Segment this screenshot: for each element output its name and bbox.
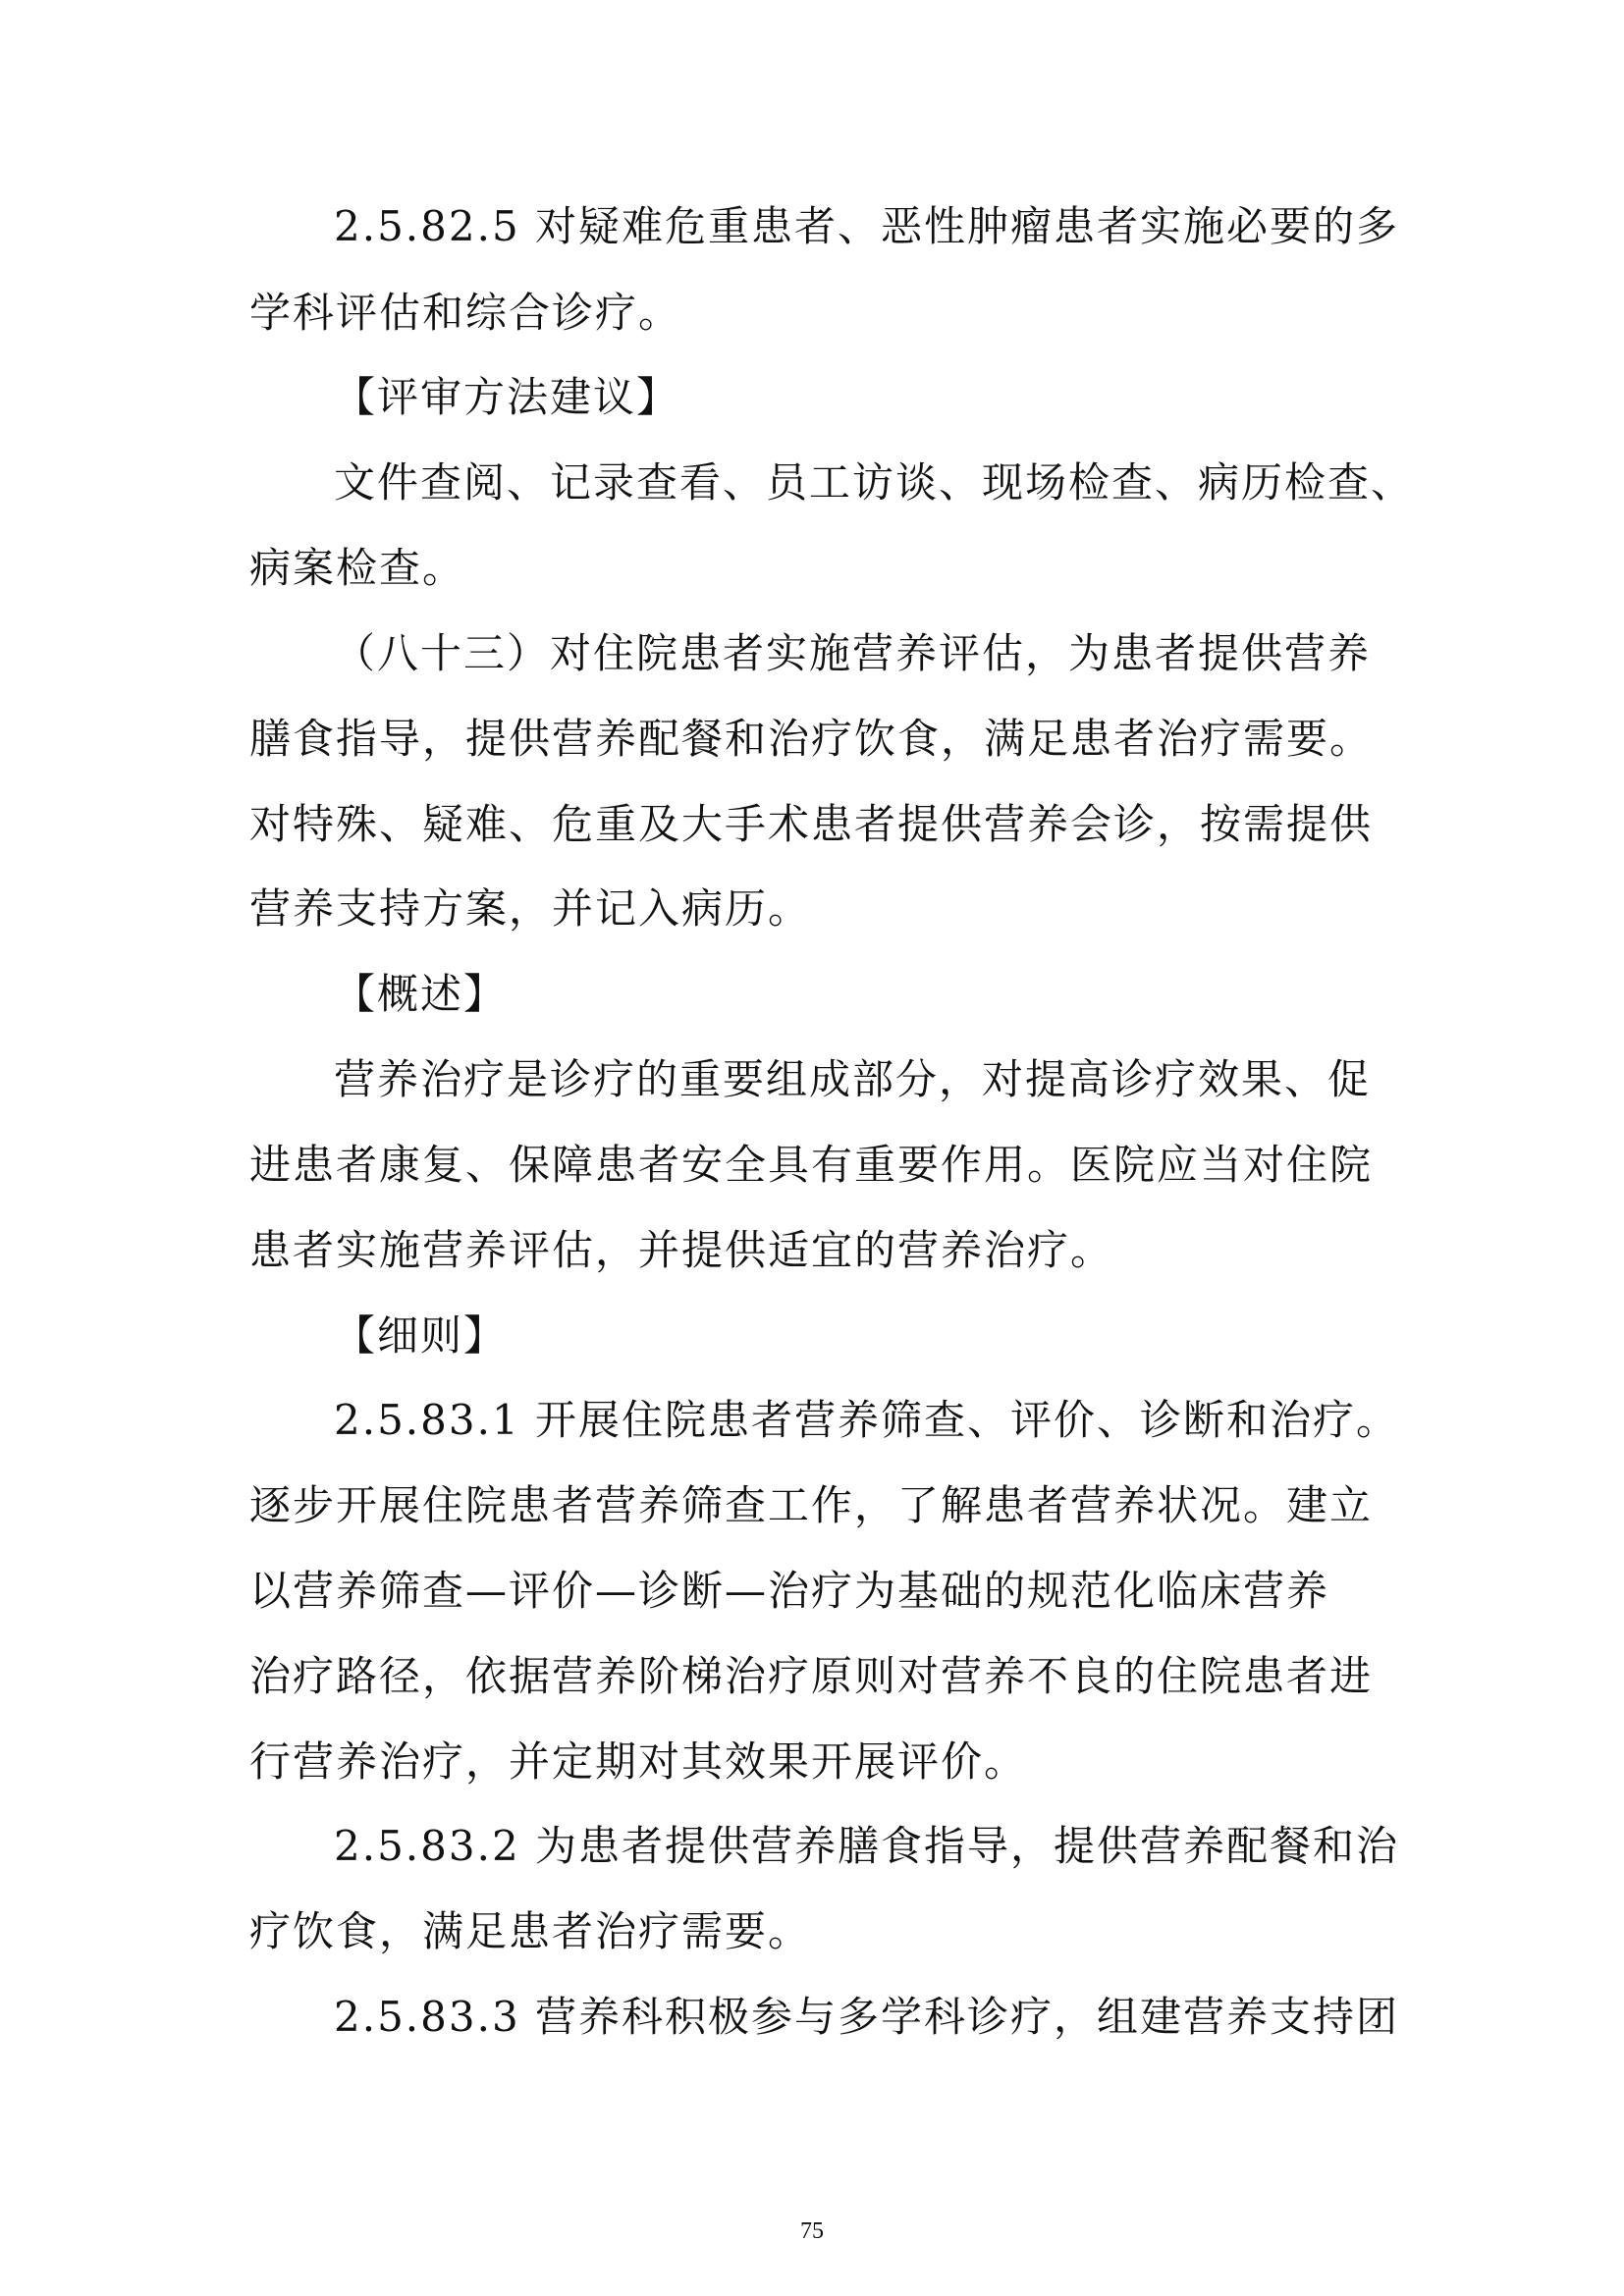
- text-line-item-2-5-83-3: 2.5.83.3 营养科积极参与多学科诊疗，组建营养支持团: [334, 1993, 1400, 2041]
- text-line-section-83: （八十三）对住院患者实施营养评估，为患者提供营养: [334, 629, 1372, 677]
- text-line-item-2-5-82-5-cont: 学科评估和综合诊疗。: [249, 289, 682, 337]
- heading-review-method: 【评审方法建议】: [334, 373, 680, 421]
- text-line-review-method: 文件查阅、记录查看、员工访谈、现场检查、病历检查、: [334, 458, 1415, 507]
- text-line-item-2-5-83-1: 2.5.83.1 开展住院患者营养筛查、评价、诊断和治疗。: [334, 1396, 1400, 1444]
- text-line-overview-1: 营养治疗是诊疗的重要组成部分，对提高诊疗效果、促: [334, 1055, 1372, 1103]
- text-line-section-83-cont-3: 营养支持方案，并记入病历。: [249, 884, 812, 933]
- text-line-item-2-5-82-5: 2.5.82.5 对疑难危重患者、恶性肿瘤患者实施必要的多: [334, 202, 1400, 250]
- text-line-item-2-5-83-1-cont-3: 治疗路径，依据营养阶梯治疗原则对营养不良的住院患者进: [249, 1652, 1374, 1700]
- text-line-item-2-5-83-2: 2.5.83.2 为患者提供营养膳食指导，提供营养配餐和治: [334, 1822, 1400, 1870]
- text-line-section-83-cont-1: 膳食指导，提供营养配餐和治疗饮食，满足患者治疗需要。: [249, 715, 1374, 763]
- heading-details: 【细则】: [334, 1311, 508, 1360]
- heading-overview: 【概述】: [334, 970, 508, 1018]
- text-line-item-2-5-83-1-cont-1: 逐步开展住院患者营养筛查工作，了解患者营养状况。建立: [249, 1481, 1374, 1529]
- text-line-item-2-5-83-1-cont-4: 行营养治疗，并定期对其效果开展评价。: [249, 1737, 1028, 1786]
- text-line-overview-2: 进患者康复、保障患者安全具有重要作用。医院应当对住院: [249, 1141, 1374, 1189]
- page-number: 75: [800, 2218, 824, 2244]
- text-line-review-method-cont: 病案检查。: [249, 544, 466, 592]
- text-line-section-83-cont-2: 对特殊、疑难、危重及大手术患者提供营养会诊，按需提供: [249, 800, 1374, 848]
- text-line-item-2-5-83-1-cont-2: 以营养筛查—评价—诊断—治疗为基础的规范化临床营养: [249, 1567, 1330, 1615]
- text-line-overview-3: 患者实施营养评估，并提供适宜的营养治疗。: [249, 1226, 1114, 1274]
- text-line-item-2-5-83-2-cont: 疗饮食，满足患者治疗需要。: [249, 1907, 812, 1955]
